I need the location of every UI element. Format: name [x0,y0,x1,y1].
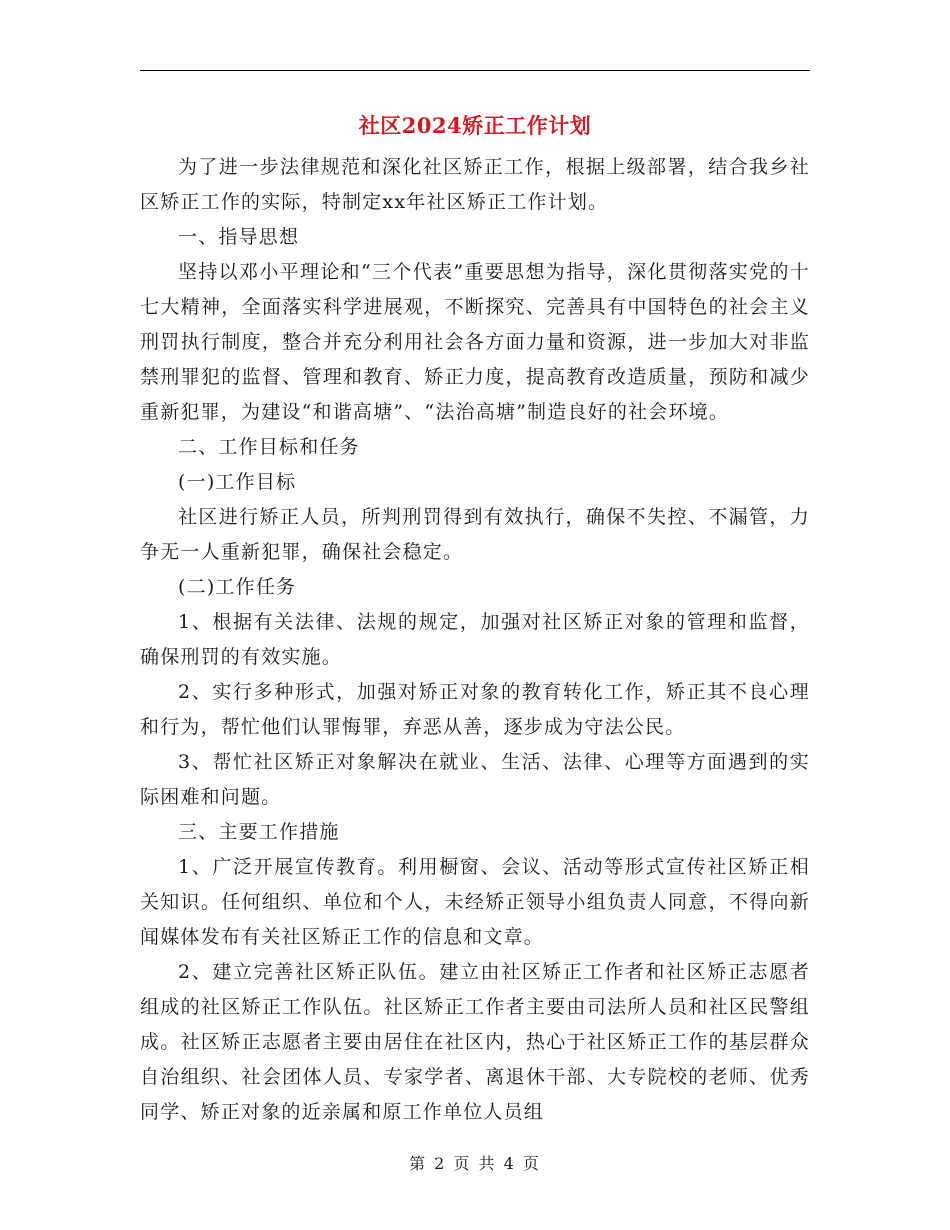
document-body [140,150,810,1130]
heading-main-measures: 三、主要工作措施 [178,821,340,843]
paragraph-task-1: 1、根据有关法律、法规的规定，加强对社区矫正对象的管理和监督，确保刑罚的有效实施。 [140,611,810,668]
subheading-work-tasks: (二)工作任务 [178,576,297,598]
document-title: 社区2024矫正工作计划 [358,113,592,138]
paragraph-task-2: 2、实行多种形式，加强对矫正对象的教育转化工作，矫正其不良心理和行为，帮忙他们认罪悔罪，弃恶从善，逐步成为守法公民。 [140,681,810,738]
heading-goals-and-tasks: 二、工作目标和任务 [178,436,360,458]
paragraph-intro: 为了进一步法律规范和深化社区矫正工作，根据上级部署，结合我乡社区矫正工作的实际，特制定xx年社区矫正工作计划。 [140,156,810,213]
paragraph-measure-1: 1、广泛开展宣传教育。利用橱窗、会议、活动等形式宣传社区矫正相关知识。任何组织、单位和个人，未经矫正领导小组负责人同意，不得向新闻媒体发布有关社区矫正工作的信息和文章。 [140,856,810,948]
paragraph-task-3: 3、帮忙社区矫正对象解决在就业、生活、法律、心理等方面遇到的实际困难和问题。 [140,751,810,808]
paragraph-measure-2: 2、建立完善社区矫正队伍。建立由社区矫正工作者和社区矫正志愿者组成的社区矫正工作队伍。社区矫正工作者主要由司法所人员和社区民警组成。社区矫正志愿者主要由居住在社区内，热心于社区矫正工作的基层群众自治组织、社会团体人员、专家学者、离退休干部、大专院校的老师、优秀同学、矫正对象的近亲属和原工作单位人员组 [140,961,810,1123]
page-number-footer: 第 2 页 共 4 页 [409,1154,541,1173]
paragraph-guiding-ideology: 坚持以邓小平理论和“三个代表”重要思想为指导，深化贯彻落实党的十七大精神，全面落实科学进展观，不断探究、完善具有中国特色的社会主义刑罚执行制度，整合并充分利用社会各方面力量和资源，进一步加大对非监禁刑罪犯的监督、管理和教育、矫正力度，提高教育改造质量，预防和减少重新犯罪，为建设“和谐高塘”、“法治高塘”制造良好的社会环境。 [140,261,810,423]
heading-guiding-ideology: 一、指导思想 [178,226,300,248]
header-rule [140,70,810,71]
subheading-work-goals: (一)工作目标 [178,471,297,493]
paragraph-work-goals: 社区进行矫正人员，所判刑罚得到有效执行，确保不失控、不漏管，力争无一人重新犯罪，确保社会稳定。 [140,506,810,563]
